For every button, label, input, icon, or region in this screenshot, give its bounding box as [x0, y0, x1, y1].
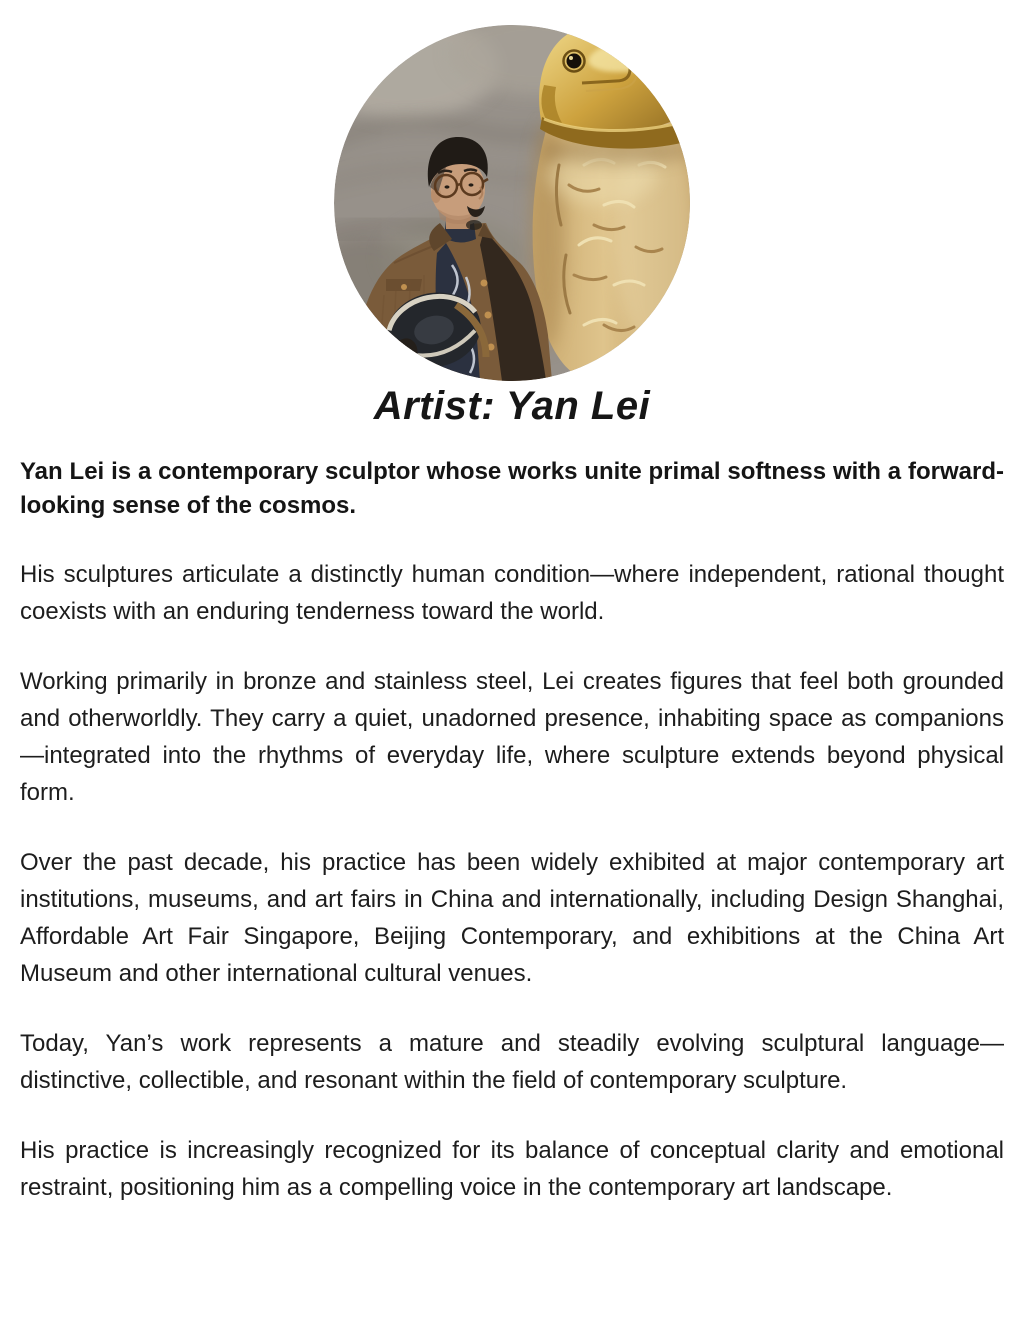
bio-paragraph-intro: Yan Lei is a contemporary sculptor whose works unite primal softness with a forward-looking sense of the cosmos. — [20, 458, 1004, 519]
artist-photo-illustration — [334, 25, 690, 381]
bio-paragraph-exhibitions: Over the past decade, his practice has been widely exhibited at major contemporary art institutions, museums, and art fairs in China and internationally, including Design Shanghai, Affordable Art Fair Singapore, Beijing Contemporary, and exhibitions at the China Art Museum and other international cultural venues. — [20, 849, 1004, 987]
bio-paragraph-materials: Working primarily in bronze and stainless steel, Lei creates figures that feel both grounded and otherworldly. They carry a quiet, unadorned presence, inhabiting space as companions—integrated into the rhythms of everyday life, where sculpture extends beyond physical form. — [20, 668, 1004, 806]
bio-paragraph-language: Today, Yan’s work represents a mature and steadily evolving sculptural language—distinctive, collectible, and resonant within the field of contemporary sculpture. — [20, 1030, 1004, 1094]
page-title: Artist: Yan Lei — [373, 384, 651, 428]
bio-paragraph-condition: His sculptures articulate a distinctly human condition—where independent, rational thought coexists with an enduring tenderness toward the world. — [20, 561, 1004, 625]
artist-photo — [334, 25, 690, 381]
bio-paragraph-recognition: His practice is increasingly recognized for its balance of conceptual clarity and emotional restraint, positioning him as a compelling voice in the contemporary art landscape. — [20, 1137, 1004, 1201]
artist-bio-text — [20, 455, 1004, 1206]
